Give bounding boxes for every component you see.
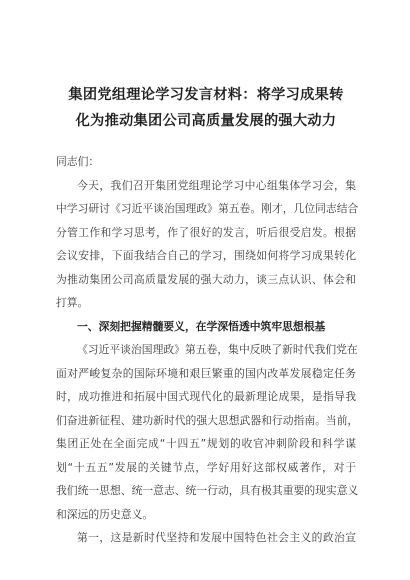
paragraph-line: 中学习研讨《习近平谈治国理政》第五卷。刚才，几位同志结合 <box>56 202 359 215</box>
intro-paragraph <box>56 174 359 315</box>
paragraph-line: 今天，我们召开集团党组理论学习中心组集体学习会，集 <box>77 178 356 192</box>
paragraph-line: 和深远的历史意义。 <box>56 507 154 521</box>
paragraph-line: 们奋进新征程、建功新时代的强大思想武器和行动指南。当前， <box>56 413 359 427</box>
paragraph-line: 会议安排，下面我结合自己的学习，围绕如何将学习成果转化 <box>56 249 356 262</box>
paragraph-line: 分管工作和学习思考，作了很好的发言，听后很受启发。根据 <box>56 225 356 239</box>
title-line-2: 化为推动集团公司高质量发展的强大动力 <box>75 113 337 129</box>
paragraph-line: 集团正处在全面完成“十四五”规划的收官冲刺阶段和科学谋 <box>56 437 356 450</box>
paragraph-line: 面对严峻复杂的国际环境和艰巨繁重的国内改革发展稳定任务 <box>56 366 356 380</box>
paragraph-line: 打算。 <box>56 296 89 309</box>
document-body <box>56 150 359 550</box>
paragraph-line: 《习近平谈治国理政》第五卷，集中反映了新时代我们党在 <box>77 343 358 356</box>
document-title <box>56 82 356 134</box>
title-line-1: 集团党组理论学习发言材料：将学习成果转 <box>68 87 344 103</box>
paragraph-line: 划“十五五”发展的关键节点，学好用好这部权威著作，对于 <box>56 460 356 474</box>
section-1-paragraph <box>56 338 359 526</box>
salutation: 同志们： <box>56 155 100 168</box>
paragraph-line: 为推动集团公司高质量发展的强大动力，谈三点认识、体会和 <box>56 272 356 286</box>
paragraph-line: 第一，这是新时代坚持和发展中国特色社会主义的政治宣 <box>77 531 356 544</box>
paragraph-line: 时，成功推进和拓展中国式现代化的最新理论成果，是指导我 <box>56 390 356 403</box>
paragraph-line: 我们统一思想、统一意志、统一行动，具有极其重要的现实意义 <box>56 484 359 497</box>
section-heading: 一、深刻把握精髓要义，在学深悟透中筑牢思想根基 <box>77 319 326 333</box>
